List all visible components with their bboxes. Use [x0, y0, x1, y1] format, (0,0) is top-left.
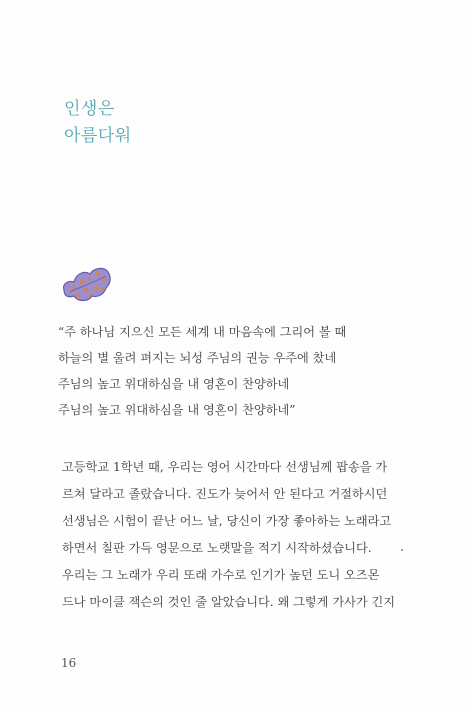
- page-number: 16: [61, 656, 77, 670]
- body-paragraphs: [62, 454, 438, 616]
- body-line: 드나 마이클 잭슨의 것인 줄 알았습니다. 왜 그렇게 가사가 긴지: [62, 595, 396, 609]
- lyric-line: 하늘의 별 울려 펴지는 뇌성 주님의 권능 우주에 찼네: [58, 351, 337, 365]
- chapter-title-line-2: 아름다워: [64, 126, 132, 146]
- print-speck: [401, 549, 403, 551]
- body-line: 우리는 그 노래가 우리 또래 가수로 인기가 높던 도니 오즈몬: [62, 568, 380, 582]
- body-line: 고등학교 1학년 때, 우리는 영어 시간마다 선생님께 팝송을 가: [62, 460, 388, 474]
- lyric-line: 주님의 높고 위대하심을 내 영혼이 찬양하네”: [58, 403, 296, 417]
- lyric-line: 주님의 높고 위대하심을 내 영혼이 찬양하네: [58, 377, 290, 391]
- leaf-ornament-icon: [60, 262, 114, 304]
- chapter-title-line-1: 인생은: [64, 99, 115, 119]
- lyric-line: “주 하나님 지으신 모든 세계 내 마음속에 그리어 볼 때: [58, 325, 347, 339]
- body-line: 선생님은 시험이 끝난 어느 날, 당신이 가장 좋아하는 노래라고: [62, 514, 392, 528]
- body-line: 르쳐 달라고 졸랐습니다. 진도가 늦어서 안 된다고 거절하시던: [62, 487, 388, 501]
- song-lyrics: [58, 319, 438, 423]
- chapter-title: [64, 96, 132, 150]
- body-line: 하면서 칠판 가득 영문으로 노랫말을 적기 시작하셨습니다.: [62, 541, 372, 555]
